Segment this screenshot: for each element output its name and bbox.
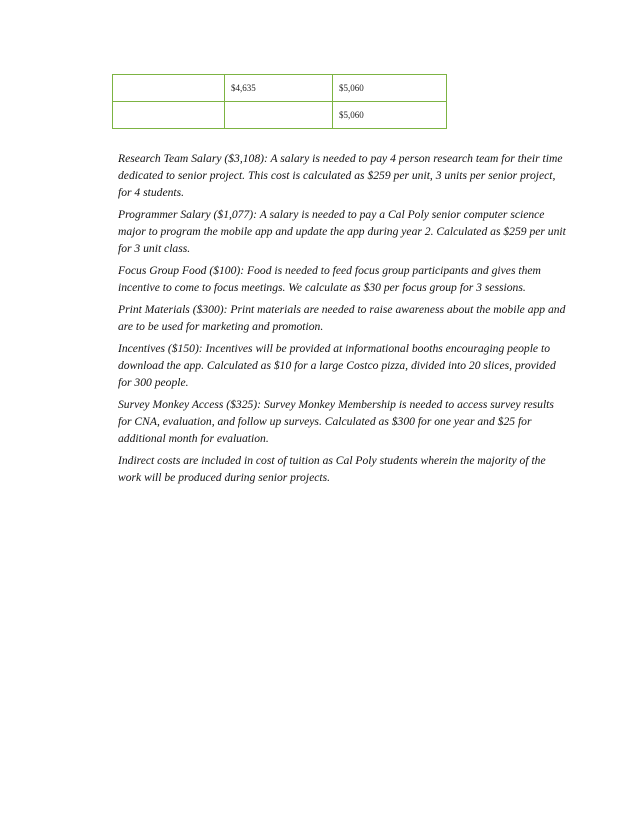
focus-group-food-paragraph: Focus Group Food ($100): Food is needed to feed focus group participants and gives them incentive to come to focus meetings. We calculate as $30 per focus group for 3 sessions. (118, 264, 541, 294)
survey-monkey-paragraph: Survey Monkey Access ($325): Survey Monkey Membership is needed to access survey results for CNA, evaluation, and follow up surveys. Calculated as $300 for one year and $25 for additional month for evaluation. (118, 398, 554, 445)
table-row (113, 75, 447, 102)
table-cell: $5,060 (333, 102, 447, 129)
incentives-paragraph: Incentives ($150): Incentives will be provided at informational booths encouraging people to download the app. Calculated as $10 for a large Costco pizza, divided into 20 slices, provided for 300 people. (118, 342, 556, 389)
budget-table (112, 74, 447, 129)
print-materials-paragraph: Print Materials ($300): Print materials are needed to raise awareness about the mobile app and are to be used for marketing and promotion. (118, 303, 566, 333)
research-team-salary-paragraph: Research Team Salary ($3,108): A salary is needed to pay 4 person research team for their time dedicated to senior project. This cost is calculated as $259 per unit, 3 units per senior project, for 4 students. (118, 152, 563, 199)
table-cell: $4,635 (225, 75, 333, 102)
table-cell (113, 102, 225, 129)
table-cell: $5,060 (333, 75, 447, 102)
table-row (113, 102, 447, 129)
programmer-salary-paragraph: Programmer Salary ($1,077): A salary is needed to pay a Cal Poly senior computer science major to program the mobile app and update the app during year 2. Calculated as $259 per unit for 3 unit class. (118, 208, 566, 255)
table-cell (113, 75, 225, 102)
budget-justification (118, 150, 570, 491)
indirect-costs-paragraph: Indirect costs are included in cost of tuition as Cal Poly students wherein the majority of the work will be produced during senior projects. (118, 454, 546, 484)
table-cell (225, 102, 333, 129)
